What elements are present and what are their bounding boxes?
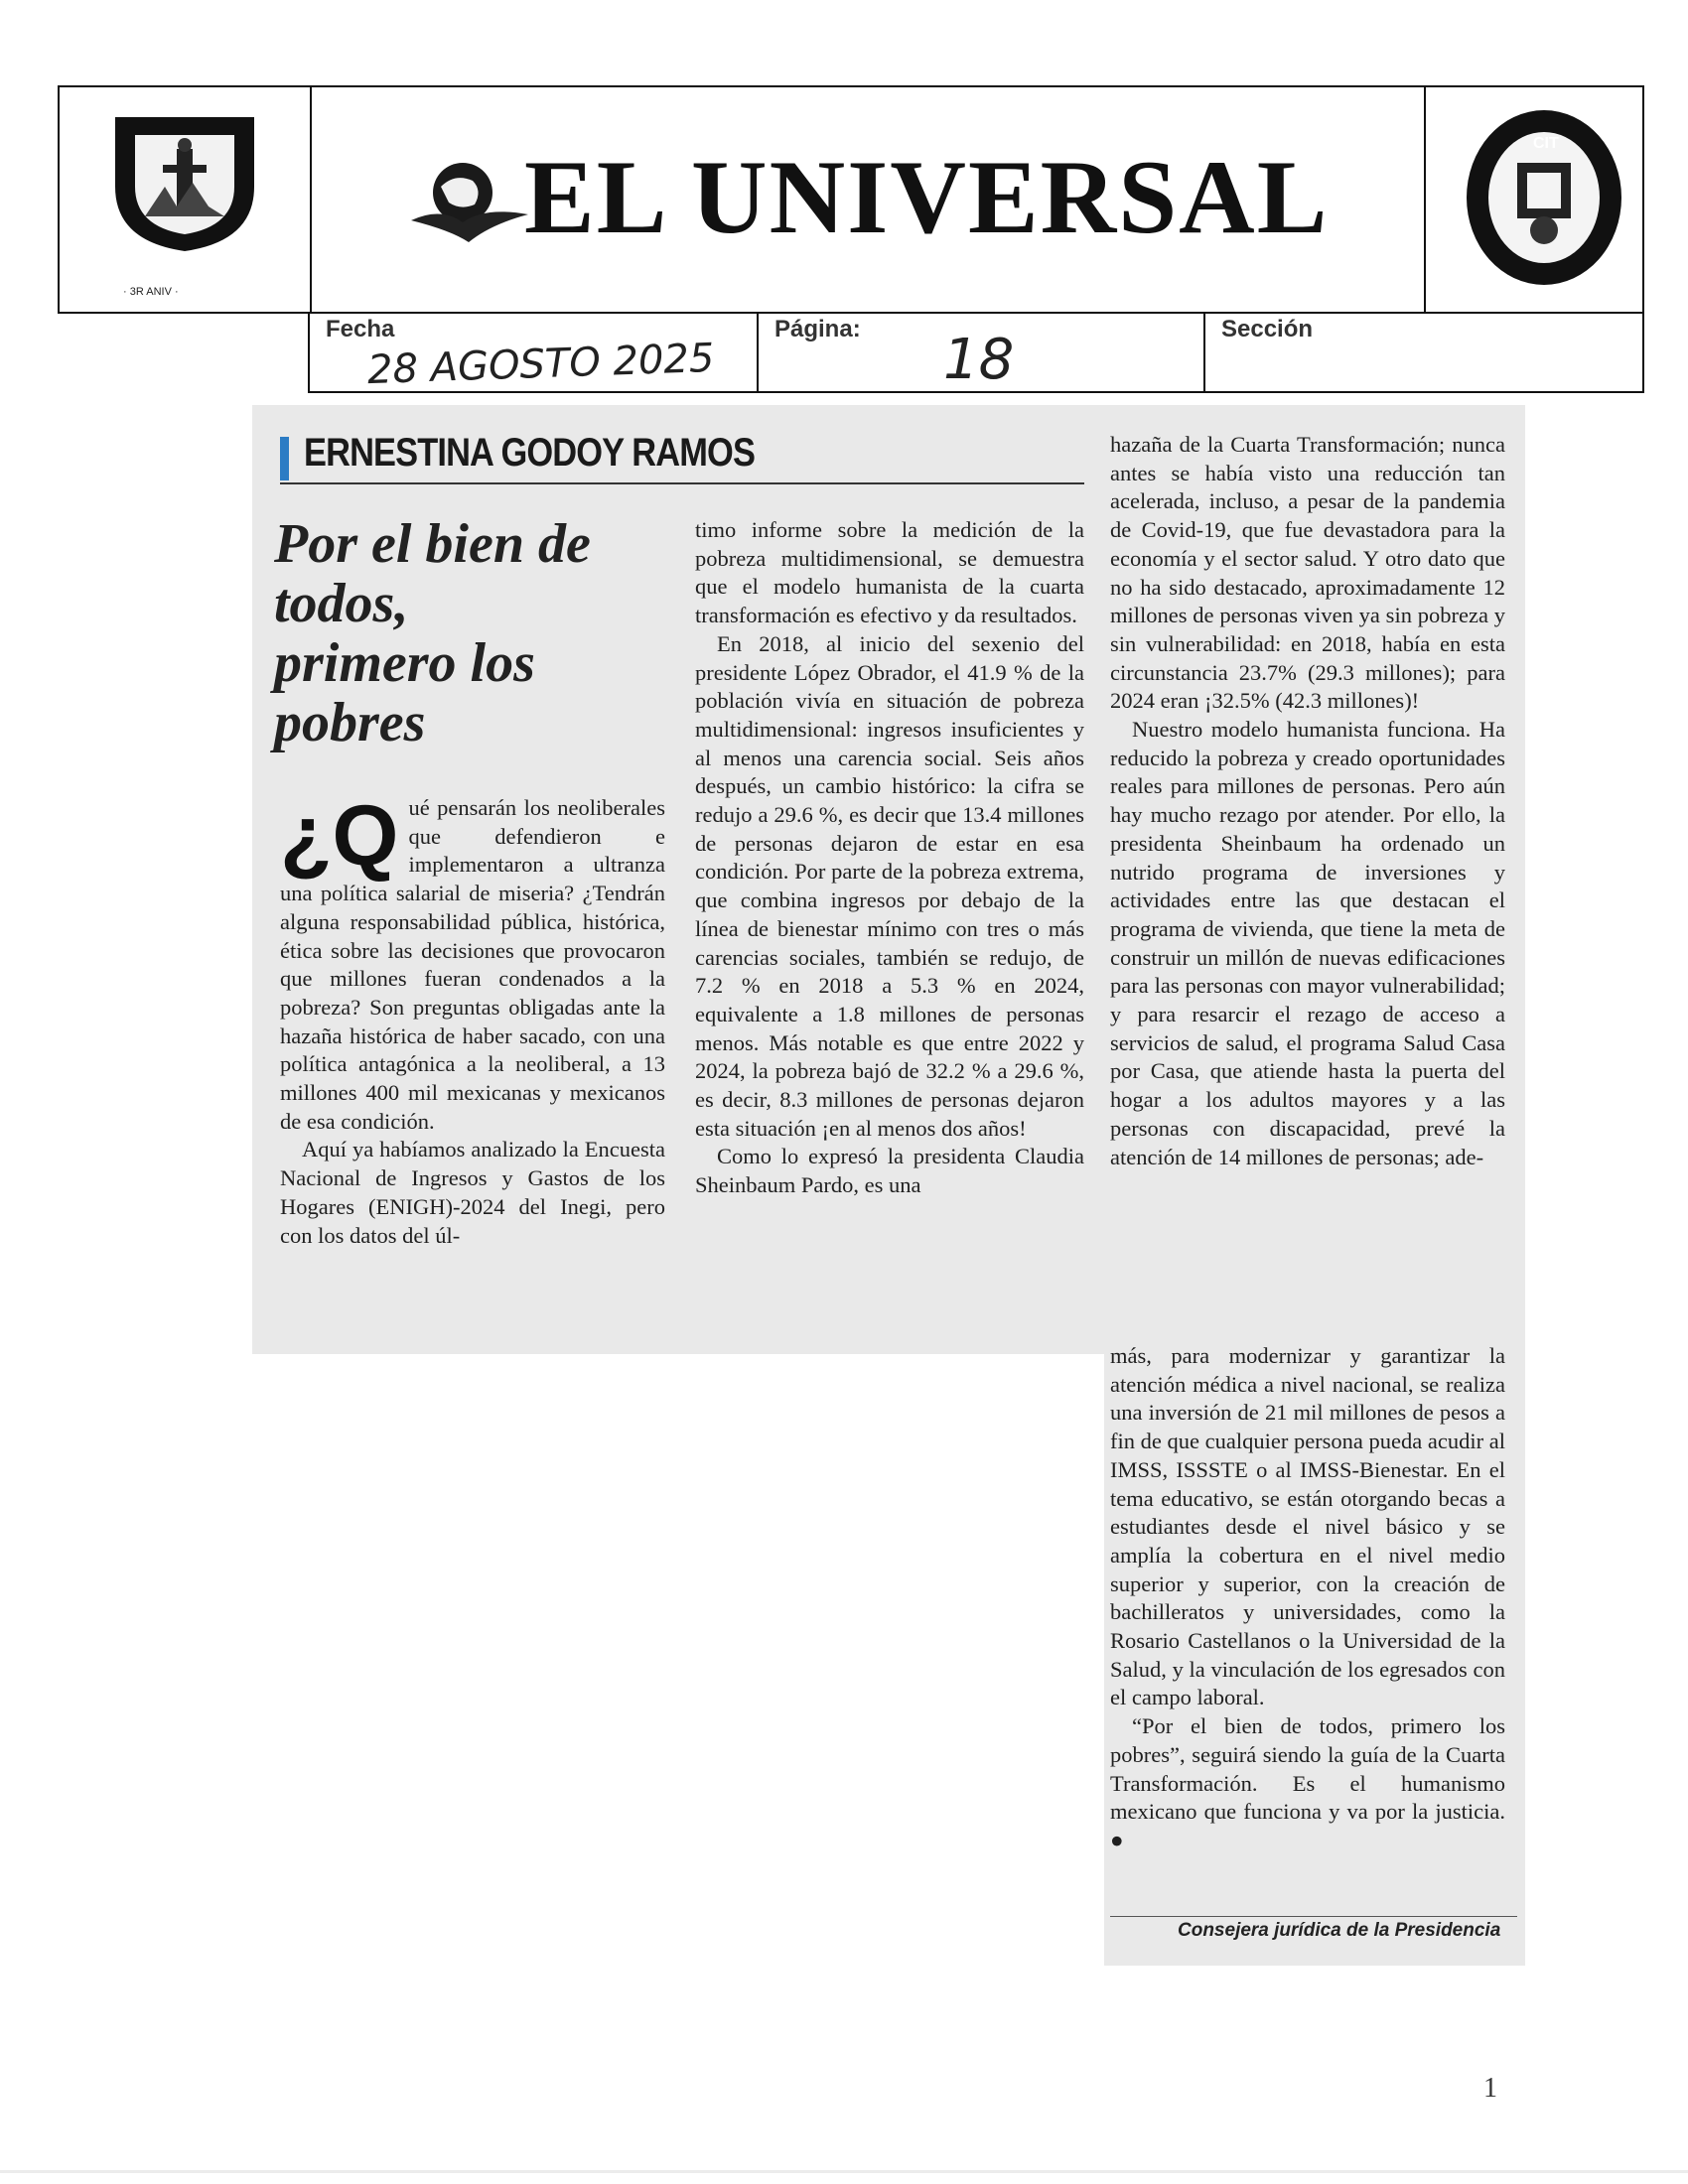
paragraph [280,788,665,1136]
article-author: ERNESTINA GODOY RAMOS [304,431,756,475]
author-accent-bar [280,437,289,480]
scan-edge [0,2170,1688,2173]
paragraph: hazaña de la Cuarta Transformación; nunca antes se había visto una reducción tan acelerada, incluso, a pesar de la pandemia de Covid-19, que fue devastadora para la economía y el sector salud. Y otro dato que no ha sido destacado, aproximadamente 12 millones de personas viven ya sin pobreza y sin vulnerabilidad: en 2018, había en esta circunstancia 23.7% (29.3 millones); para 2024 eran ¡32.5% (42.3 millones)! [1110,432,1505,714]
masthead-cell [310,87,1424,314]
paragraph: más, para modernizar y garantizar la atención médica a nivel nacional, se realiza una inversión de 21 mil millones de pesos a fin de que cualquier persona pueda acudir al IMSS, ISSSTE o al IMSS-Bienestar. En el tema educativo, se están otorgando becas a estudiantes desde el nivel básico y se amplía la cobertura en el nivel medio superior y superior, con la creación de bachilleratos y universidades, como la Rosario Castellanos o la Universidad de la Salud, y la vinculación de los egresados con el campo laboral. [1110,1343,1505,1710]
newspaper-title: EL UNIVERSAL [524,139,1330,255]
fecha-label: Fecha [326,316,395,342]
author-position: Consejera jurídica de la Presidencia [1178,1920,1501,1941]
page-number: 1 [1483,2073,1497,2104]
paragraph: Nuestro modelo humanista funciona. Ha reducido la pobreza y creado oportunidades reales para millones de personas. Pero aún hay mucho rezago por atender. Por ello, la presidenta Sheinbaum ha ordenado un nutrido programa de inversiones y actividades entre las que destacan el programa de vivienda, que tiene la meta de construir un millón de nuevas edificaciones para las personas con mayor vulnerabilidad; y para resarcir el rezago de acceso a servicios de salud, el programa Salud Casa por Casa, que atiende hasta la puerta del hogar a los adultos mayores y a las personas con discapacidad, prevé la atención de 14 millones de personas; ade- [1110,717,1505,1169]
byline-divider [1110,1916,1517,1917]
union-seal-cell [60,87,312,314]
article-column-1 [280,788,665,1250]
author-divider [280,482,1084,484]
seccion-label: Sección [1221,316,1314,342]
paragraph-text: ué pensarán los neoliberales que defendieron e implementaron a ultranza una política salarial de miseria? ¿Tendrán alguna responsabilidad pública, histórica, ética sobre las decisiones que provocaron que millones fueran condenados a la pobreza? Son preguntas obligadas ante la hazaña histórica de haber sacado, con una política antagónica a la neoliberal, a 13 millones 400 mil mexicanas y mexicanos de esa condición. [280,795,665,1134]
paragraph: En 2018, al inicio del sexenio del presidente López Obrador, el 41.9 % de la población vivía en situación de pobreza multidimensional: ingresos insuficientes y al menos una carencia social. Seis años después, un cambio histórico: la cifra se redujo a 29.6 %, es decir que 13.4 millones de personas dejaron de estar en esa condición. Por parte de la pobreza extrema, que combina ingresos por debajo de la línea de bienestar mínimo con tres o más carencias sociales, también se redujo, de 7.2 % en 2018 a 5.3 % en 2024, equivalente a 1.8 millones de personas menos. Más notable es que entre 2022 y 2024, la pobreza bajó de 32.2 % a 29.6 %, es decir, 8.3 millones de personas dejaron esta situación ¡en al menos dos años! [695,630,1084,1141]
eagle-globe-icon [411,151,530,250]
cit-seal-icon [1460,103,1628,292]
cit-acronym: CIT [1533,135,1559,152]
fecha-value: 28 AGOSTO 2025 [366,335,715,394]
article-column-4 [1110,1342,1505,1855]
cit-seal-cell [1424,87,1646,314]
paragraph: Aquí ya habíamos analizado la Encuesta Nacional de Ingresos y Gastos de los Hogares (ENIGH)-2024 del Inegi, pero con los datos del úl- [280,1137,665,1248]
masthead-frame [58,85,1644,314]
union-seal-icon [105,107,264,256]
drop-cap: ¿Q [280,788,399,884]
seccion-cell [1205,312,1644,391]
article-headline: Por el bien de todos, primero los pobres [274,513,591,753]
paragraph: Como lo expresó la presidenta Claudia Sheinbaum Pardo, es una [695,1144,1084,1198]
article-column-3 [1110,431,1505,1171]
paragraph: “Por el bien de todos, primero los pobres”, seguirá siendo la guía de la Cuarta Transformación. Es el humanismo mexicano que funciona y va por la justicia. ● [1110,1713,1505,1852]
paragraph: timo informe sobre la medición de la pobreza multidimensional, se demuestra que el modelo humanista de la cuarta transformación es efectivo y da resultados. [695,517,1084,628]
pagina-label: Página: [774,316,861,342]
fecha-cell [310,312,759,394]
article-column-2 [695,516,1084,1200]
newspaper-header [58,85,1644,395]
meta-row [308,312,1644,393]
pagina-cell [759,312,1205,391]
pagina-value: 18 [943,328,1015,392]
seal-scribble: · 3R ANIV · [123,286,179,298]
